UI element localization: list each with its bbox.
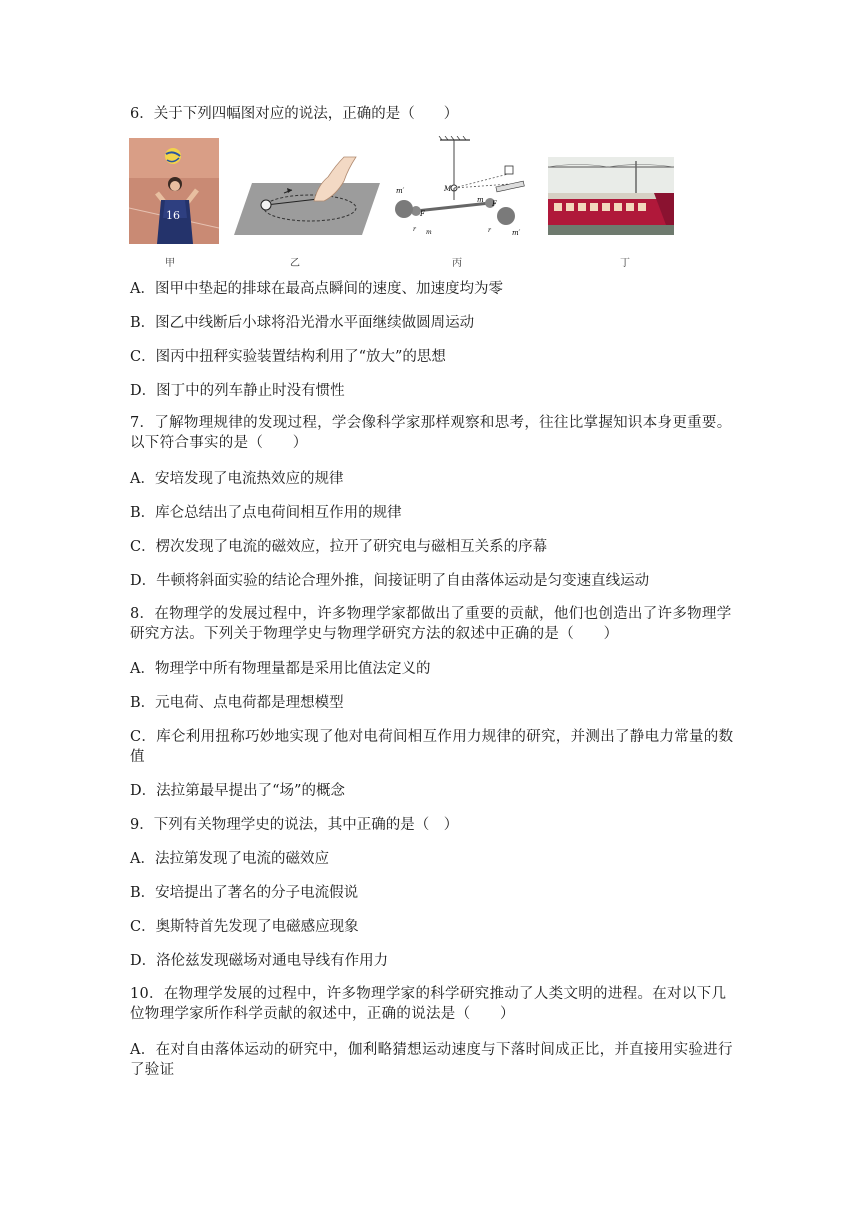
figure-d-caption: 丁 xyxy=(620,258,630,269)
figure-c-torsion-balance xyxy=(390,136,540,248)
question-6-option-d: D．图丁中的列车静止时没有惯性 xyxy=(130,383,345,399)
question-9-option-c: C．奥斯特首先发现了电磁感应现象 xyxy=(130,919,359,935)
question-7-option-b: B．库仑总结出了点电荷间相互作用的规律 xyxy=(130,505,402,521)
question-6-option-b: B．图乙中线断后小球将沿光滑水平面继续做圆周运动 xyxy=(130,315,475,331)
svg-text:m′: m′ xyxy=(512,229,521,237)
svg-text:F: F xyxy=(420,210,425,218)
question-9-stem: 9．下列有关物理学史的说法，其中正确的是（ ） xyxy=(130,817,459,833)
question-9-option-d: D．洛伦兹发现磁场对通电导线有作用力 xyxy=(130,953,389,969)
svg-text:m: m xyxy=(426,229,432,236)
question-8-option-c: C．库仑利用扭称巧妙地实现了他对电荷间相互作用力规律的研究，并测出了静电力常量的数值 xyxy=(130,729,734,765)
question-8-stem: 8．在物理学的发展过程中，许多物理学家都做出了重要的贡献，他们也创造出了许多物理学研究方法。下列关于物理学史与物理学研究方法的叙述中正确的是（ ） xyxy=(130,606,732,642)
question-7-stem: 7．了解物理规律的发现过程，学会像科学家那样观察和思考，往往比掌握知识本身更重要。以下符合事实的是（ ） xyxy=(130,415,732,451)
figure-b-circular-motion xyxy=(232,155,382,237)
figure-a-volleyball-photo xyxy=(129,138,219,244)
svg-text:m: m xyxy=(477,196,484,204)
question-8-option-a: A．物理学中所有物理量都是采用比值法定义的 xyxy=(130,661,431,677)
question-10-stem: 10．在物理学发展的过程中，许多物理学家的科学研究推动了人类文明的进程。在对以下几位物理学家所作科学贡献的叙述中，正确的说法是（ ） xyxy=(130,986,727,1022)
question-9-option-b: B．安培提出了著名的分子电流假说 xyxy=(130,885,359,901)
figure-b-caption: 乙 xyxy=(290,258,300,269)
figure-d-train xyxy=(548,157,674,235)
question-7-option-d: D．牛顿将斜面实验的结论合理外推，间接证明了自由落体运动是匀变速直线运动 xyxy=(130,573,650,589)
svg-text:m′: m′ xyxy=(396,187,405,195)
question-7-option-c: C．楞次发现了电流的磁效应，拉开了研究电与磁相互关系的序幕 xyxy=(130,539,548,555)
question-6-option-c: C．图丙中扭秤实验装置结构利用了“放大”的思想 xyxy=(130,349,446,365)
question-8-option-b: B．元电荷、点电荷都是理想模型 xyxy=(130,695,344,711)
question-8-option-d: D．法拉第最早提出了“场”的概念 xyxy=(130,783,345,799)
question-6-option-a: A．图甲中垫起的排球在最高点瞬间的速度、加速度均为零 xyxy=(130,281,503,297)
question-6-stem: 6．关于下列四幅图对应的说法，正确的是（ ） xyxy=(130,106,459,122)
question-7-option-a: A．安培发现了电流热效应的规律 xyxy=(130,471,344,487)
svg-text:M: M xyxy=(444,185,452,193)
svg-text:r: r xyxy=(488,227,491,234)
svg-text:r: r xyxy=(413,226,416,233)
question-9-option-a: A．法拉第发现了电流的磁效应 xyxy=(130,851,329,867)
figure-c-caption: 丙 xyxy=(452,258,462,269)
svg-text:F: F xyxy=(492,200,497,208)
figure-a-caption: 甲 xyxy=(165,258,175,269)
question-10-option-a: A．在对自由落体运动的研究中，伽利略猜想运动速度与下落时间成正比，并直接用实验进行了验证 xyxy=(130,1042,733,1078)
jersey-number: 16 xyxy=(166,209,180,222)
